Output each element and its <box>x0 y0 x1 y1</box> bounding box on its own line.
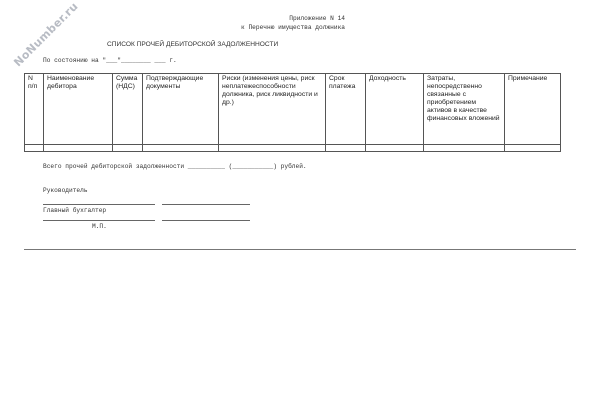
total-line: Всего прочей дебиторской задолженности __________ (___________) рублей. <box>43 163 307 170</box>
table-cell <box>326 145 366 152</box>
table-cell <box>113 145 143 152</box>
header-costs: Затраты, непосредственно связанные с приобретением активов в качестве финансовых вложений <box>424 74 505 145</box>
table-cell <box>366 145 424 152</box>
table-cell <box>25 145 44 152</box>
table-header-row <box>25 74 561 145</box>
accountant-signature-line <box>43 220 155 221</box>
table-cell <box>424 145 505 152</box>
stamp-label: М.П. <box>92 223 107 230</box>
watermark: NoNumber.ru <box>11 0 81 70</box>
appendix-line-2: к Перечню имущества должника <box>241 24 345 31</box>
header-yield: Доходность <box>366 74 424 145</box>
document-title: СПИСОК ПРОЧЕЙ ДЕБИТОРСКОЙ ЗАДОЛЖЕННОСТИ <box>107 41 279 48</box>
header-amount: Сумма (НДС) <box>113 74 143 145</box>
header-documents: Подтверждающие документы <box>143 74 219 145</box>
head-label: Руководитель <box>43 187 88 194</box>
debtors-table <box>24 73 561 152</box>
header-number: N п/п <box>25 74 44 145</box>
head-signature-line <box>43 204 155 205</box>
table-cell <box>505 145 561 152</box>
header-debtor-name: Наименование дебитора <box>44 74 113 145</box>
table-row <box>25 145 561 152</box>
accountant-name-line <box>162 220 250 221</box>
accountant-label: Главный бухгалтер <box>43 207 107 214</box>
table-cell <box>219 145 326 152</box>
table-cell <box>143 145 219 152</box>
date-line: По состоянию на "___"________ ___ г. <box>43 57 177 64</box>
header-payment-term: Срок платежа <box>326 74 366 145</box>
header-risks: Риски (изменения цены, риск неплатежеспособности должника, риск ликвидности и др.) <box>219 74 326 145</box>
page-divider <box>24 249 576 250</box>
appendix-line-1: Приложение N 14 <box>289 15 345 22</box>
table-cell <box>44 145 113 152</box>
header-note: Примечание <box>505 74 561 145</box>
head-name-line <box>162 204 250 205</box>
